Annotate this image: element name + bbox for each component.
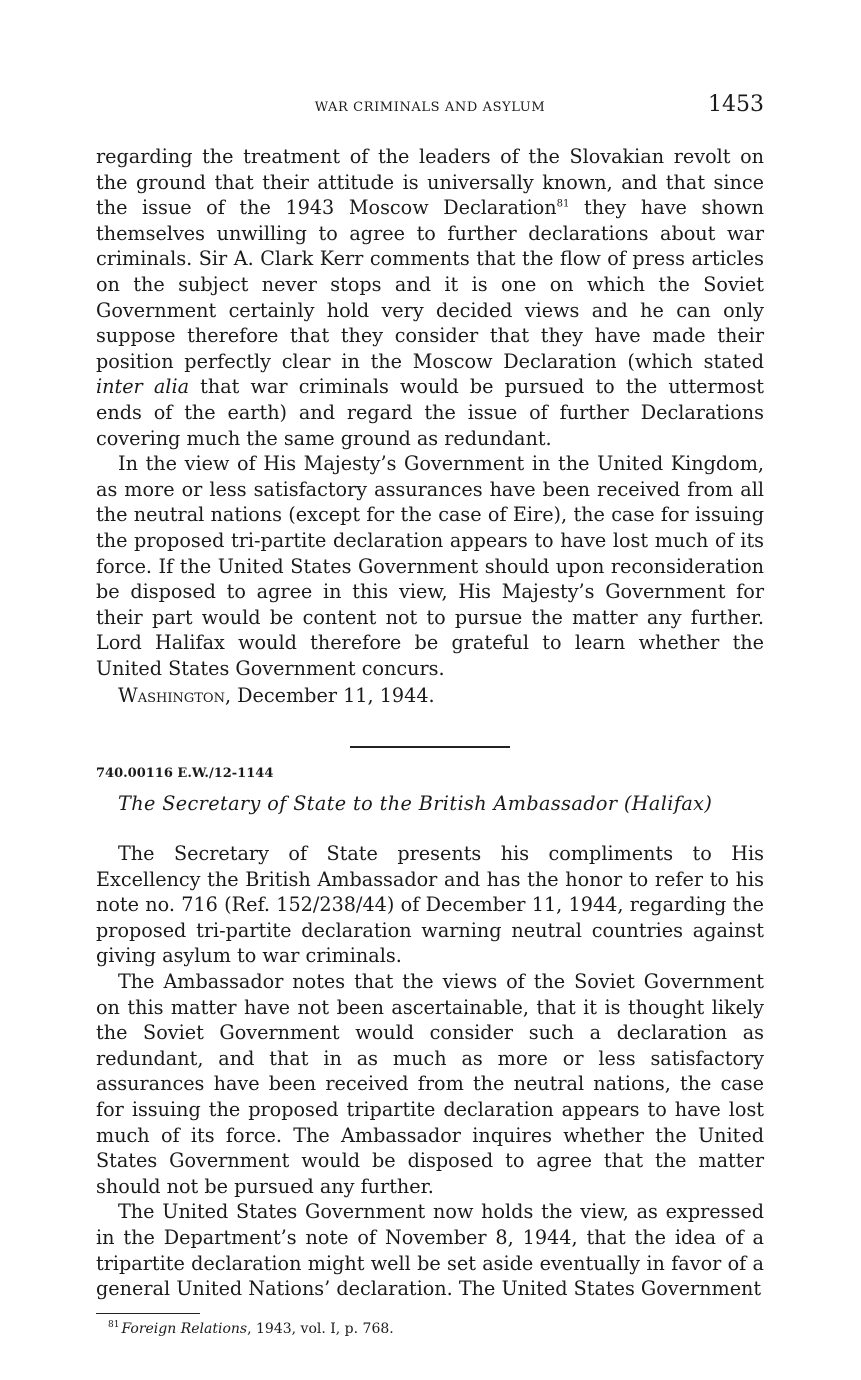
footnote-mark: 81 — [108, 1320, 120, 1331]
paragraph-continuation — [96, 144, 764, 451]
footnote — [108, 1320, 764, 1338]
italic-phrase: inter alia — [96, 375, 190, 399]
running-title: WAR CRIMINALS AND ASYLUM — [314, 100, 546, 115]
dateline — [96, 683, 764, 709]
footnote-source: Foreign Relations — [121, 1320, 248, 1337]
paragraph-text: that war criminals would be pursued to the uttermost ends of the earth) and regard the issue of further Declarations covering much the same ground as redundant. — [96, 375, 765, 450]
file-number: 740.00116 E.W./12-1144 — [96, 766, 274, 782]
document-page — [96, 92, 764, 1338]
paragraph-text: they have shown themselves unwilling to agree to further declarations about war criminals. Sir A. Clark Kerr comments that the flow of press articles on the subject never stops and it is one on which the Soviet Government certainly hold very decided views and he can only suppose therefore that they consider that they have made their position perfectly clear in the Moscow Declaration (which stated — [96, 196, 764, 373]
footnote-reference: 81 — [556, 198, 570, 210]
section-divider — [350, 746, 510, 748]
page-number: 1453 — [708, 92, 764, 117]
paragraph-hmg-view: In the view of His Majesty’s Government in the United Kingdom, as more or less satisfactory assurances have been received from all the neutral nations (except for the case of Eire), the case for issuing the proposed tri-partite declaration appears to have lost much of its force. If the United States Government should upon reconsideration be disposed to agree in this view, His Majesty’s Government for their part would be content not to pursue the matter any further. Lord Halifax would therefore be grateful to learn whether the United States Government concurs. — [96, 452, 764, 680]
paragraph-text: regarding the treatment of the leaders of the Slovakian revolt on the ground that their attitude is universally known, and that since the issue of the 1943 Moscow Declaration — [96, 145, 764, 220]
dateline-place: Washington — [118, 684, 225, 708]
footnote-divider — [96, 1313, 200, 1314]
paragraph-us-view: The United States Government now holds the view, as expressed in the Department’s note of November 8, 1944, that the idea of a tripartite declaration might well be set aside eventually in favor of a general United Nations’ declaration. The United States Government — [96, 1200, 764, 1301]
dateline-date: , December 11, 1944. — [224, 684, 435, 708]
document-title: The Secretary of State to the British Ambassador (Halifax) — [118, 792, 713, 816]
running-header — [96, 92, 764, 124]
paragraph-ambassador-notes: The Ambassador notes that the views of the Soviet Government on this matter have not been ascertainable, that it is thought likely the Soviet Government would consider such a declaration as redundant, and that in as much as more or less satisfactory assurances have been received from the neutral nations, the case for issuing the proposed tripartite declaration appears to have lost much of its force. The Ambassador inquires whether the United States Government would be disposed to agree that the matter should not be pursued any further. — [96, 970, 764, 1198]
paragraph-compliments: The Secretary of State presents his compliments to His Excellency the British Ambassador and has the honor to refer to his note no. 716 (Ref. 152/238/44) of December 11, 1944, regarding the proposed tri-partite declaration warning neutral countries against giving asylum to war criminals. — [96, 842, 764, 968]
footnote-citation: , 1943, vol. I, p. 768. — [247, 1320, 394, 1337]
